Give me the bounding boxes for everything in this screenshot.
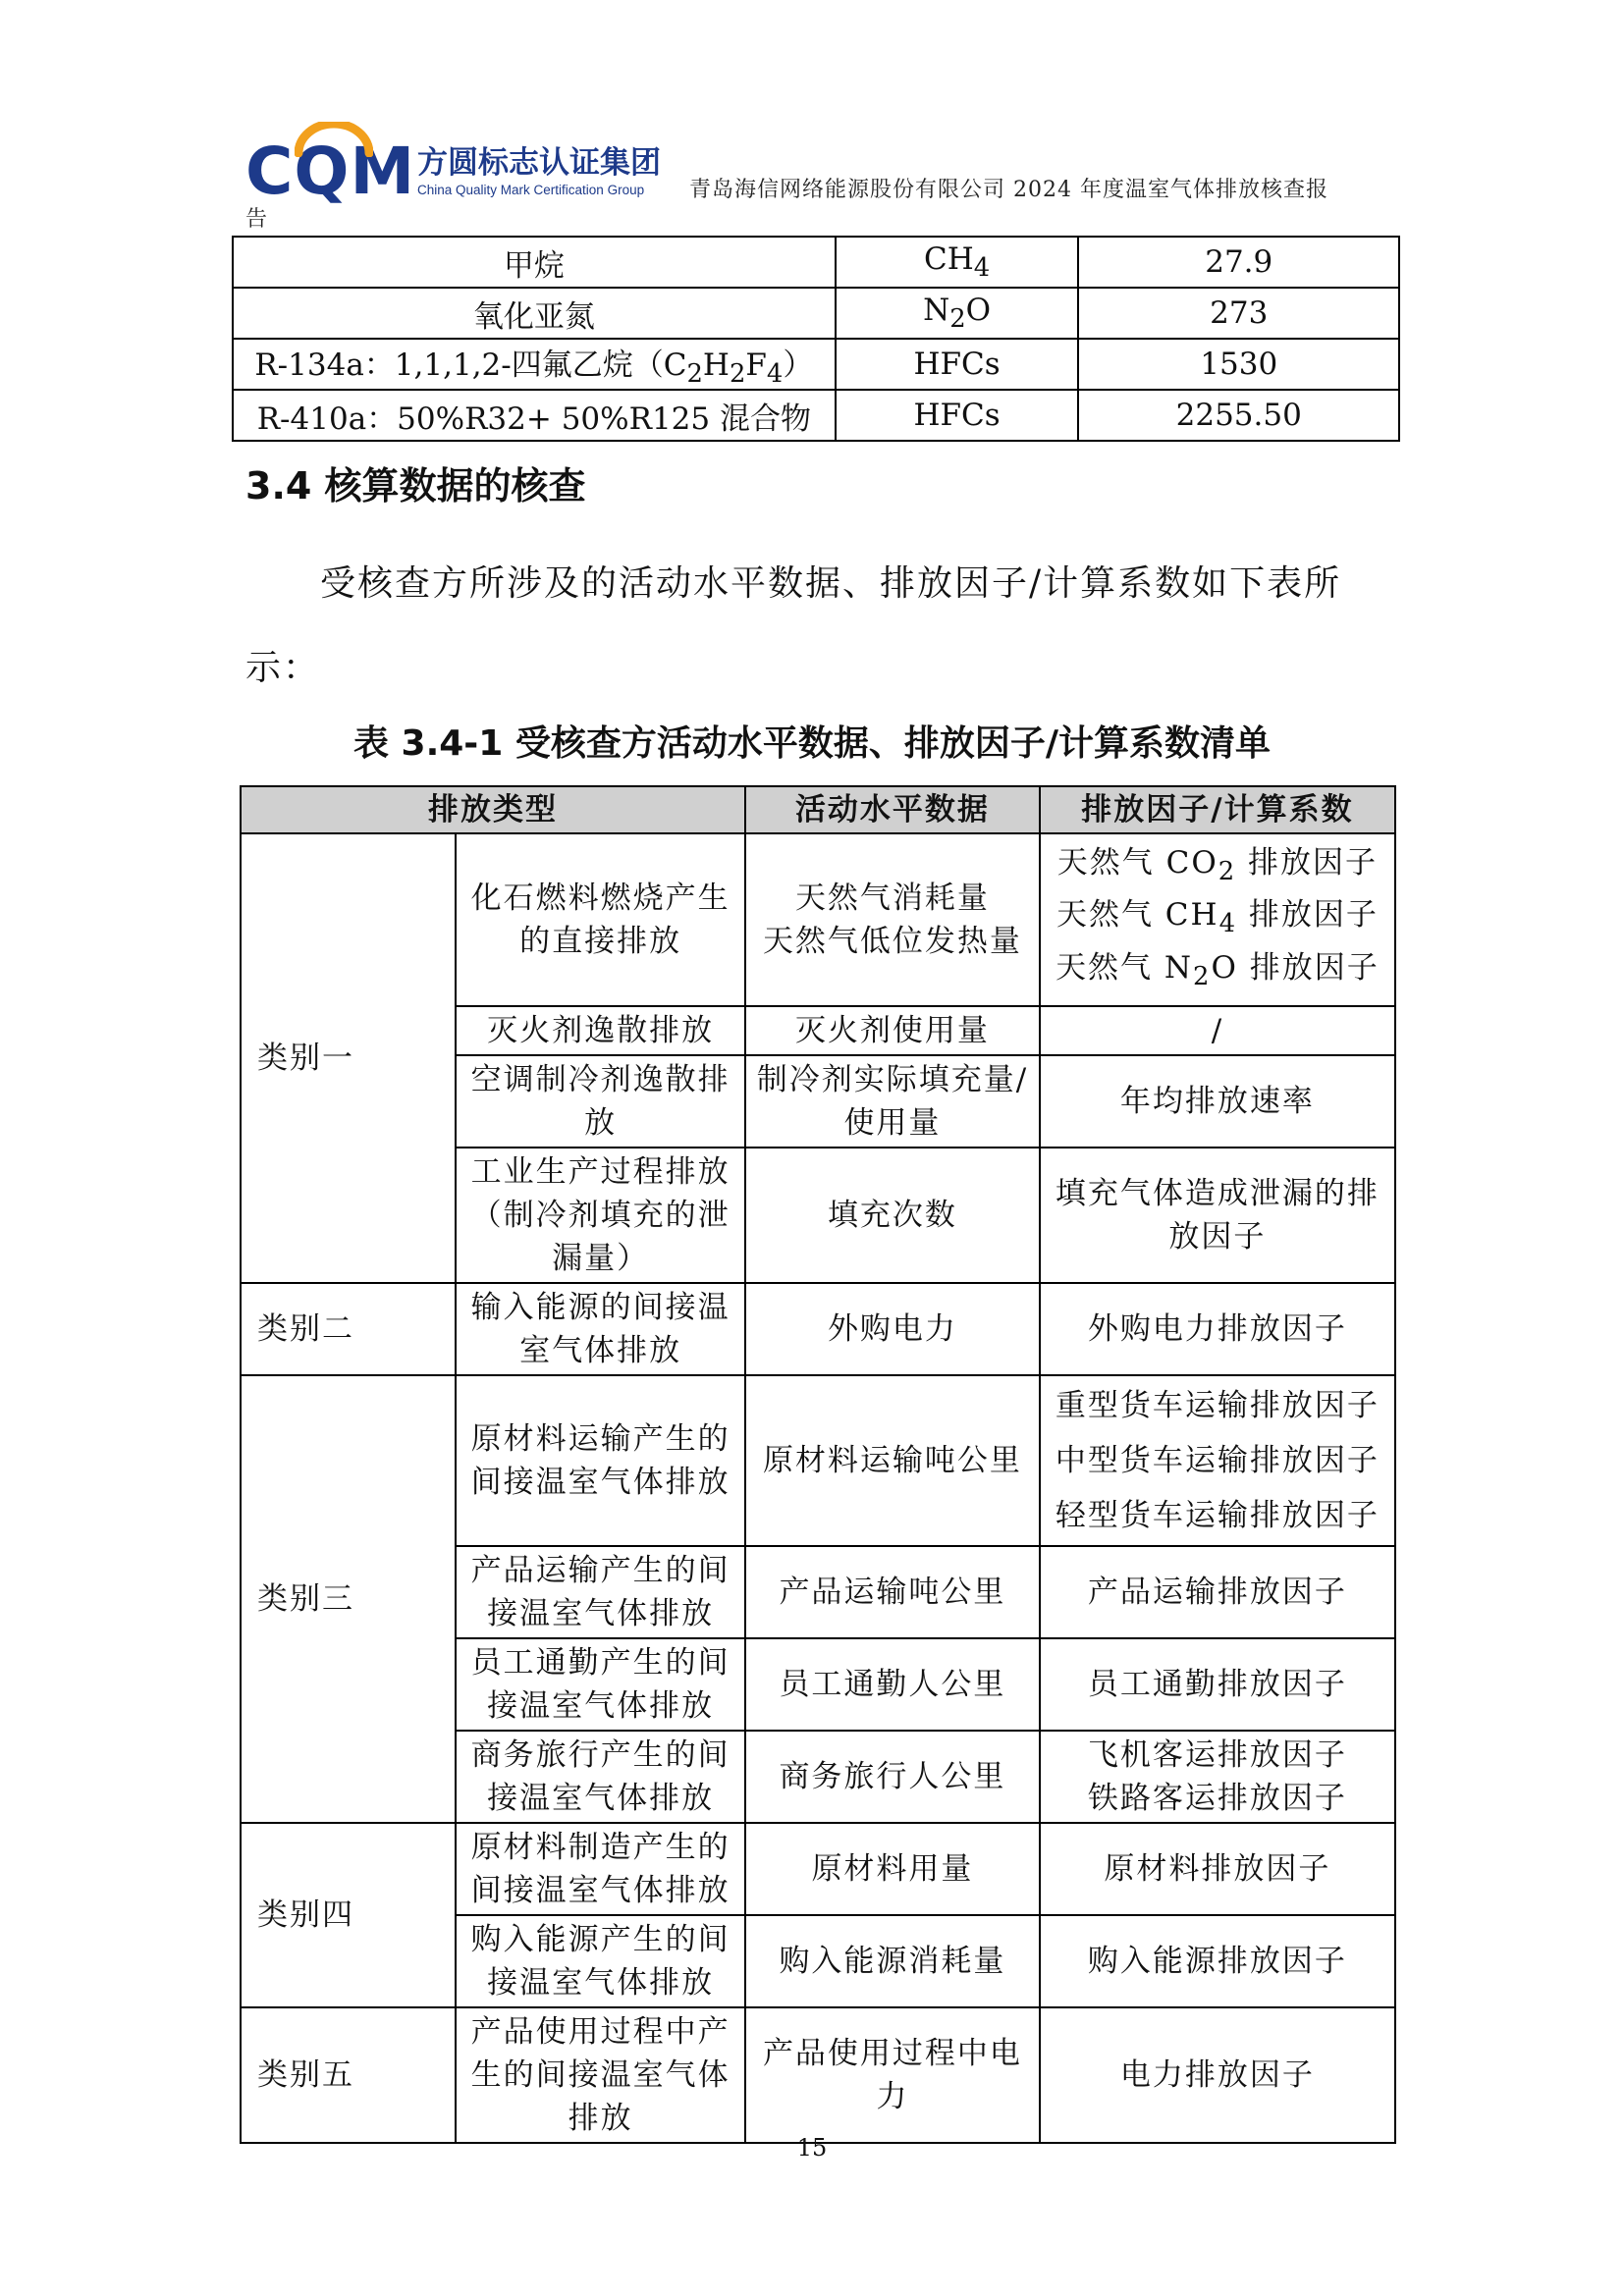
gas-name: R-410a：50%R32+ 50%R125 混合物 — [233, 390, 836, 441]
factor-line: 轻型货车运输排放因子 — [1055, 1498, 1380, 1533]
emission-type: 化石燃料燃烧产生的直接排放 — [456, 833, 745, 1006]
gas-name: R-134a：1,1,1,2-四氟乙烷$(C_2H_2F_4)$ — [233, 339, 836, 390]
factor-line: 重型货车运输排放因子 — [1055, 1388, 1380, 1423]
gas-formula: $N_2O$ — [836, 288, 1079, 339]
emission-factor — [1040, 1731, 1395, 1823]
section-paragraph: 受核查方所涉及的活动水平数据、排放因子/计算系数如下表所示： — [245, 563, 1342, 688]
activity-data: 制冷剂实际填充量/使用量 — [745, 1055, 1040, 1148]
emission-type: 灭火剂逸散排放 — [456, 1006, 745, 1055]
activity-data: 外购电力 — [745, 1283, 1040, 1375]
emission-factor: / — [1040, 1006, 1395, 1055]
cqm-logo — [245, 133, 416, 209]
gwp-table — [232, 236, 1400, 442]
table-row — [233, 237, 1399, 288]
gwp-value: 2255.50 — [1078, 390, 1399, 441]
factor-line: 铁路客运排放因子 — [1087, 1781, 1347, 1816]
gas-formula: HFCs — [836, 339, 1079, 390]
emission-factor: 电力排放因子 — [1040, 2007, 1395, 2143]
table-row — [233, 339, 1399, 390]
page-number: 15 — [796, 2134, 828, 2162]
activity-data: 购入能源消耗量 — [745, 1915, 1040, 2007]
activity-data: 商务旅行人公里 — [745, 1731, 1040, 1823]
factor-line: 天然气 $CO_2$ 排放因子 — [1056, 845, 1379, 887]
header-emission-factor: 排放因子/计算系数 — [1040, 786, 1395, 833]
emission-factor-table — [240, 785, 1396, 2144]
table-row — [233, 390, 1399, 441]
activity-data: 原材料运输吨公里 — [745, 1375, 1040, 1546]
header-activity-data: 活动水平数据 — [745, 786, 1040, 833]
page-header — [245, 118, 1404, 236]
factor-line: 飞机客运排放因子 — [1087, 1737, 1347, 1773]
factor-line: 天然气 $N_2O$ 排放因子 — [1056, 949, 1380, 991]
category-label: 类别四 — [241, 1823, 456, 2007]
activity-data: 原材料用量 — [745, 1823, 1040, 1915]
logo-arc-icon — [295, 122, 373, 157]
table-row — [241, 2007, 1395, 2143]
activity-data: 员工通勤人公里 — [745, 1638, 1040, 1731]
emission-factor: 填充气体造成泄漏的排放因子 — [1040, 1148, 1395, 1283]
emission-factor — [1040, 1375, 1395, 1546]
activity-data: 灭火剂使用量 — [745, 1006, 1040, 1055]
emission-type: 输入能源的间接温室气体排放 — [456, 1283, 745, 1375]
report-title-tail: 告 — [245, 207, 268, 232]
emission-type: 产品运输产生的间接温室气体排放 — [456, 1546, 745, 1638]
logo-name-en: China Quality Mark Certification Group — [417, 183, 645, 197]
emission-type: 购入能源产生的间接温室气体排放 — [456, 1915, 745, 2007]
category-label: 类别五 — [241, 2007, 456, 2143]
activity-data — [745, 833, 1040, 1006]
table-caption: 表 3.4-1 受核查方活动水平数据、排放因子/计算系数清单 — [353, 723, 1271, 764]
header-emission-type: 排放类型 — [241, 786, 745, 833]
logo-text — [417, 137, 661, 197]
emission-type: 工业生产过程排放（制冷剂填充的泄漏量） — [456, 1148, 745, 1283]
activity-line: 天然气低位发热量 — [762, 924, 1022, 959]
emission-type: 员工通勤产生的间接温室气体排放 — [456, 1638, 745, 1731]
activity-data: 产品使用过程中电力 — [745, 2007, 1040, 2143]
factor-line: 天然气 $CH_4$ 排放因子 — [1056, 897, 1379, 939]
logo-letters: CQM — [245, 133, 416, 209]
activity-data: 产品运输吨公里 — [745, 1546, 1040, 1638]
emission-type: 空调制冷剂逸散排放 — [456, 1055, 745, 1148]
gwp-value: 273 — [1078, 288, 1399, 339]
logo-name-cn: 方圆标志认证集团 — [417, 145, 661, 181]
table-row — [241, 833, 1395, 1006]
emission-type: 商务旅行产生的间接温室气体排放 — [456, 1731, 745, 1823]
report-title: 青岛海信网络能源股份有限公司 2024 年度温室气体排放核查报 — [689, 178, 1328, 202]
emission-type: 产品使用过程中产生的间接温室气体排放 — [456, 2007, 745, 2143]
emission-factor: 原材料排放因子 — [1040, 1823, 1395, 1915]
gas-formula: $CH_4$ — [836, 237, 1079, 288]
emission-type: 原材料运输产生的间接温室气体排放 — [456, 1375, 745, 1546]
emission-factor: 外购电力排放因子 — [1040, 1283, 1395, 1375]
emission-factor: 年均排放速率 — [1040, 1055, 1395, 1148]
table-row — [241, 1823, 1395, 1915]
emission-factor — [1040, 833, 1395, 1006]
gas-formula: HFCs — [836, 390, 1079, 441]
section-heading: 3.4 核算数据的核查 — [245, 464, 586, 507]
activity-data: 填充次数 — [745, 1148, 1040, 1283]
table-row — [233, 288, 1399, 339]
category-label: 类别一 — [241, 833, 456, 1283]
table-header-row — [241, 786, 1395, 833]
activity-line: 天然气消耗量 — [794, 881, 990, 916]
emission-factor: 员工通勤排放因子 — [1040, 1638, 1395, 1731]
table-row — [241, 1283, 1395, 1375]
gwp-value: 1530 — [1078, 339, 1399, 390]
gas-name: 氧化亚氮 — [233, 288, 836, 339]
category-label: 类别三 — [241, 1375, 456, 1823]
emission-factor: 购入能源排放因子 — [1040, 1915, 1395, 2007]
factor-line: 中型货车运输排放因子 — [1055, 1443, 1380, 1478]
table-row — [241, 1375, 1395, 1546]
gas-name: 甲烷 — [233, 237, 836, 288]
emission-type: 原材料制造产生的间接温室气体排放 — [456, 1823, 745, 1915]
gwp-value: 27.9 — [1078, 237, 1399, 288]
category-label: 类别二 — [241, 1283, 456, 1375]
emission-factor: 产品运输排放因子 — [1040, 1546, 1395, 1638]
